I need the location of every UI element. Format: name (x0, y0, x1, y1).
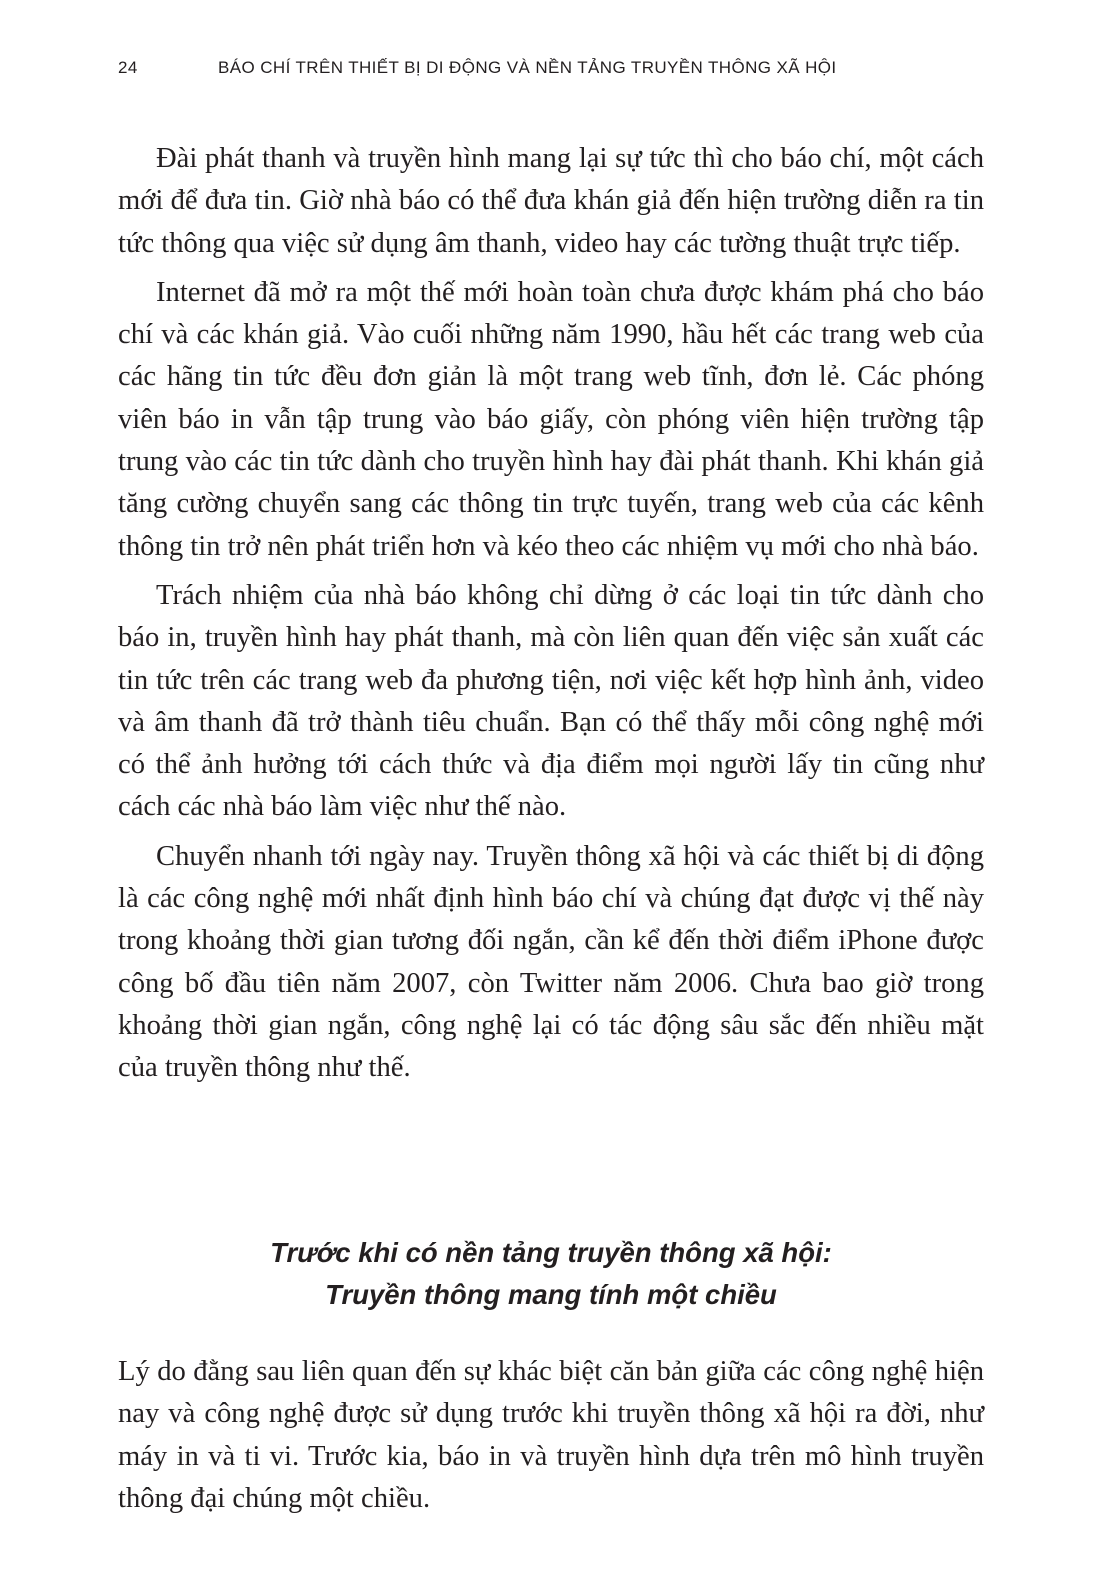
section-heading-line-2: Truyền thông mang tính một chiều (325, 1279, 777, 1310)
running-title: BÁO CHÍ TRÊN THIẾT BỊ DI ĐỘNG VÀ NỀN TẢNG TRUYỀN THÔNG XÃ HỘI (218, 58, 837, 77)
paragraph-5: Lý do đằng sau liên quan đến sự khác biệt căn bản giữa các công nghệ hiện nay và công nghệ được sử dụng trước khi truyền thông xã hội ra đời, như máy in và ti vi. Trước kia, báo in và truyền hình dựa trên mô hình truyền thông đại chúng một chiều. (118, 1356, 984, 1514)
body-text (118, 138, 984, 1097)
paragraph-4: Chuyển nhanh tới ngày nay. Truyền thông xã hội và các thiết bị di động là các công nghệ mới nhất định hình báo chí và chúng đạt được vị thế này trong khoảng thời gian tương đối ngắn, cần kể đến thời điểm iPhone được công bố đầu tiên năm 2007, còn Twitter năm 2006. Chưa bao giờ trong khoảng thời gian ngắn, công nghệ lại có tác động sâu sắc đến nhiều mặt của truyền thông như thế. (118, 840, 984, 1084)
paragraph-2: Internet đã mở ra một thế mới hoàn toàn chưa được khám phá cho báo chí và các khán giả. Vào cuối những năm 1990, hầu hết các trang web của các hãng tin tức đều đơn giản là một trang web tĩnh, đơn lẻ. Các phóng viên báo in vẫn tập trung vào báo giấy, còn phóng viên hiện trường tập trung vào các tin tức dành cho truyền hình hay đài phát thanh. Khi khán giả tăng cường chuyển sang các thông tin trực tuyến, trang web của các kênh thông tin trở nên phát triển hơn và kéo theo các nhiệm vụ mới cho nhà báo. (118, 276, 984, 562)
paragraph-1: Đài phát thanh và truyền hình mang lại sự tức thì cho báo chí, một cách mới để đưa tin. Giờ nhà báo có thể đưa khán giả đến hiện trường diễn ra tin tức thông qua việc sử dụng âm thanh, video hay các tường thuật trực tiếp. (118, 143, 984, 259)
section-heading (118, 1232, 984, 1316)
page-number: 24 (118, 58, 138, 77)
section-heading-line-1: Trước khi có nền tảng truyền thông xã hội: (270, 1237, 832, 1268)
paragraph-3: Trách nhiệm của nhà báo không chỉ dừng ở các loại tin tức dành cho báo in, truyền hình hay phát thanh, mà còn liên quan đến việc sản xuất các tin tức trên các trang web đa phương tiện, nơi việc kết hợp hình ảnh, video và âm thanh đã trở thành tiêu chuẩn. Bạn có thể thấy mỗi công nghệ mới có thể ảnh hưởng tới cách thức và địa điểm mọi người lấy tin cũng như cách các nhà báo làm việc như thế nào. (118, 579, 984, 823)
running-header (118, 58, 984, 88)
closing-text (118, 1351, 984, 1520)
